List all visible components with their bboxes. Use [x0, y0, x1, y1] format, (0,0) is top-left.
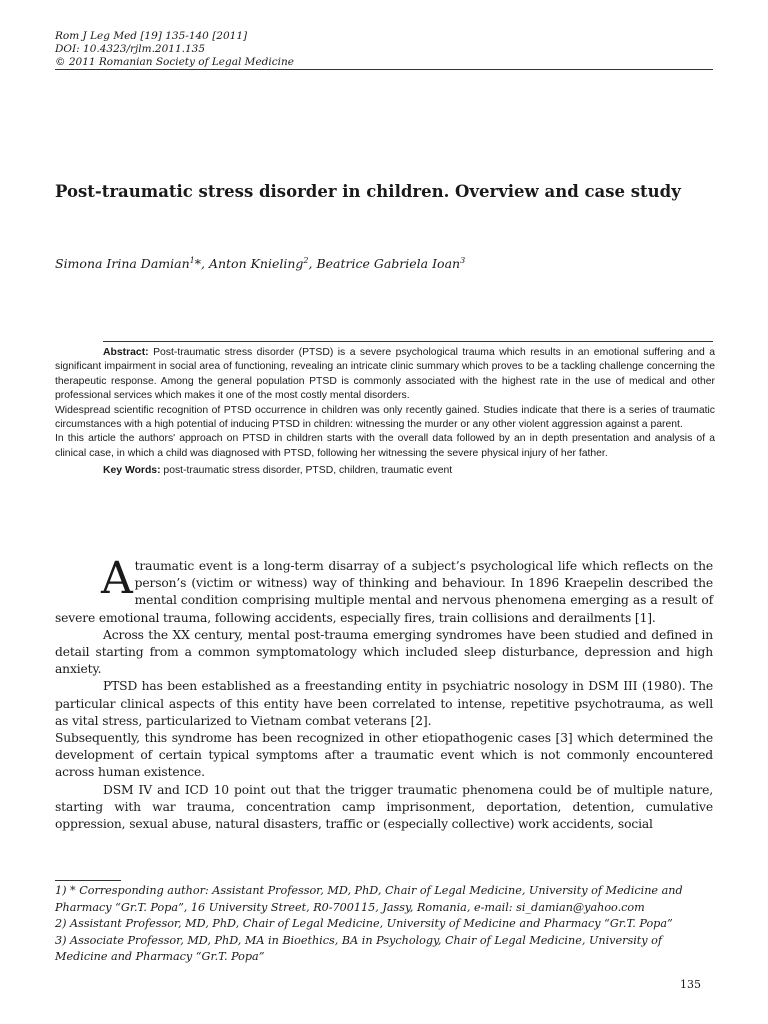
corresponding-mark: *, [194, 256, 209, 272]
article-body [55, 553, 713, 833]
journal-citation: Rom J Leg Med [19] 135-140 [2011] [55, 30, 248, 42]
article-title: Post-traumatic stress disorder in children. Overview and case study [55, 182, 681, 201]
keywords-line [55, 464, 715, 478]
abstract-block [55, 346, 715, 479]
abstract-divider [103, 341, 713, 342]
author-2-affiliation: 2 [303, 256, 309, 265]
author-3: Beatrice Gabriela Ioan [316, 256, 461, 272]
journal-header [55, 30, 715, 69]
doi-line: DOI: 10.4323/rjlm.2011.135 [55, 43, 206, 55]
abstract-label: Abstract: [103, 347, 149, 358]
page-number: 135 [680, 978, 701, 991]
body-paragraph-4: Subsequently, this syndrome has been recognized in other etiopathogenic cases [3] which determined the development of certain typical symptoms after a traumatic event which is not commonly encountered across human existence. [55, 731, 713, 780]
header-divider [55, 69, 713, 70]
keywords-label: Key Words: [103, 465, 161, 477]
author-2: Anton Knieling [208, 256, 304, 272]
footnote-2: 2) Assistant Professor, MD, PhD, Chair of Legal Medicine, University of Medicine and Pharmacy “Gr.T. Popa” [55, 917, 673, 930]
body-paragraph-2: Across the XX century, mental post-trauma emerging syndromes have been studied and defined in detail starting from a common symptomatology which included sleep disturbance, depression and high anxiety. [55, 627, 713, 677]
copyright-line: © 2011 Romanian Society of Legal Medicine [55, 56, 294, 68]
abstract-paragraph-2: Widespread scientific recognition of PTSD occurrence in children was only recently gained. Studies indicate that there is a series of traumatic circumstances with a high potential of inducing PTSD in children: witnessing the murder or any other violent aggression against a parent. [55, 404, 715, 431]
author-separator: , [308, 256, 317, 272]
body-paragraph-1: A traumatic event is a long-term disarray of a subject’s psychological life which reflects on the person’s (victim or witness) way of thinking and behaviour. In 1896 Kraepelin described the mental condition comprising multiple mental and nervous phenomena emerging as a result of severe emotional trauma, following accidents, especially fires, train collisions and derailments [1]. [55, 553, 713, 625]
author-1: Simona Irina Damian [55, 256, 190, 272]
abstract-paragraph-1: Abstract: Post-traumatic stress disorder (PTSD) is a severe psychological trauma which results in an emotional suffering and a significant impairment in social area of functioning, revealing an intricate clinic summary which proves to be a tackling challenge concerning the therapeutic response. Among the general population PTSD is commonly associated with the highest rate in the use of medical and other professional services which makes it one of the most costly mental disorders. [55, 347, 715, 402]
footnote-3: 3) Associate Professor, MD, PhD, MA in Bioethics, BA in Psychology, Chair of Legal Medicine, University of Medicine and Pharmacy “Gr.T. Popa” [55, 933, 663, 963]
footnote-divider [55, 880, 121, 881]
body-paragraph-5: DSM IV and ICD 10 point out that the trigger traumatic phenomena could be of multiple nature, starting with war trauma, concentration camp imprisonment, deportation, detention, cumulative oppression, sexual abuse, natural disasters, traffic or (especially collective) work accidents, social [55, 782, 713, 832]
author-list [55, 256, 715, 271]
footnote-1: 1) * Corresponding author: Assistant Professor, MD, PhD, Chair of Legal Medicine, University of Medicine and Pharmacy “Gr.T. Popa”, 16 University Street, R0-700115, Jassy, Romania, e-mail: si_damian@yahoo.com [55, 884, 683, 914]
abstract-paragraph-3: In this article the authors' approach on PTSD in children starts with the overall data followed by an in depth presentation and analysis of a clinical case, in which a child was diagnosed with PTSD, following her witnessing the severe physical injury of her father. [55, 433, 715, 459]
author-1-affiliation: 1 [189, 256, 195, 265]
body-paragraph-3: PTSD has been established as a freestanding entity in psychiatric nosology in DSM III (1980). The particular clinical aspects of this entity have been correlated to intense, repetitive psychotrauma, as well as vital stress, particularized to Vietnam combat veterans [2]. [55, 679, 713, 728]
drop-cap: A [101, 553, 133, 604]
author-3-affiliation: 3 [460, 256, 466, 265]
keywords-text: post-traumatic stress disorder, PTSD, children, traumatic event [160, 465, 453, 477]
footnotes [55, 883, 715, 966]
